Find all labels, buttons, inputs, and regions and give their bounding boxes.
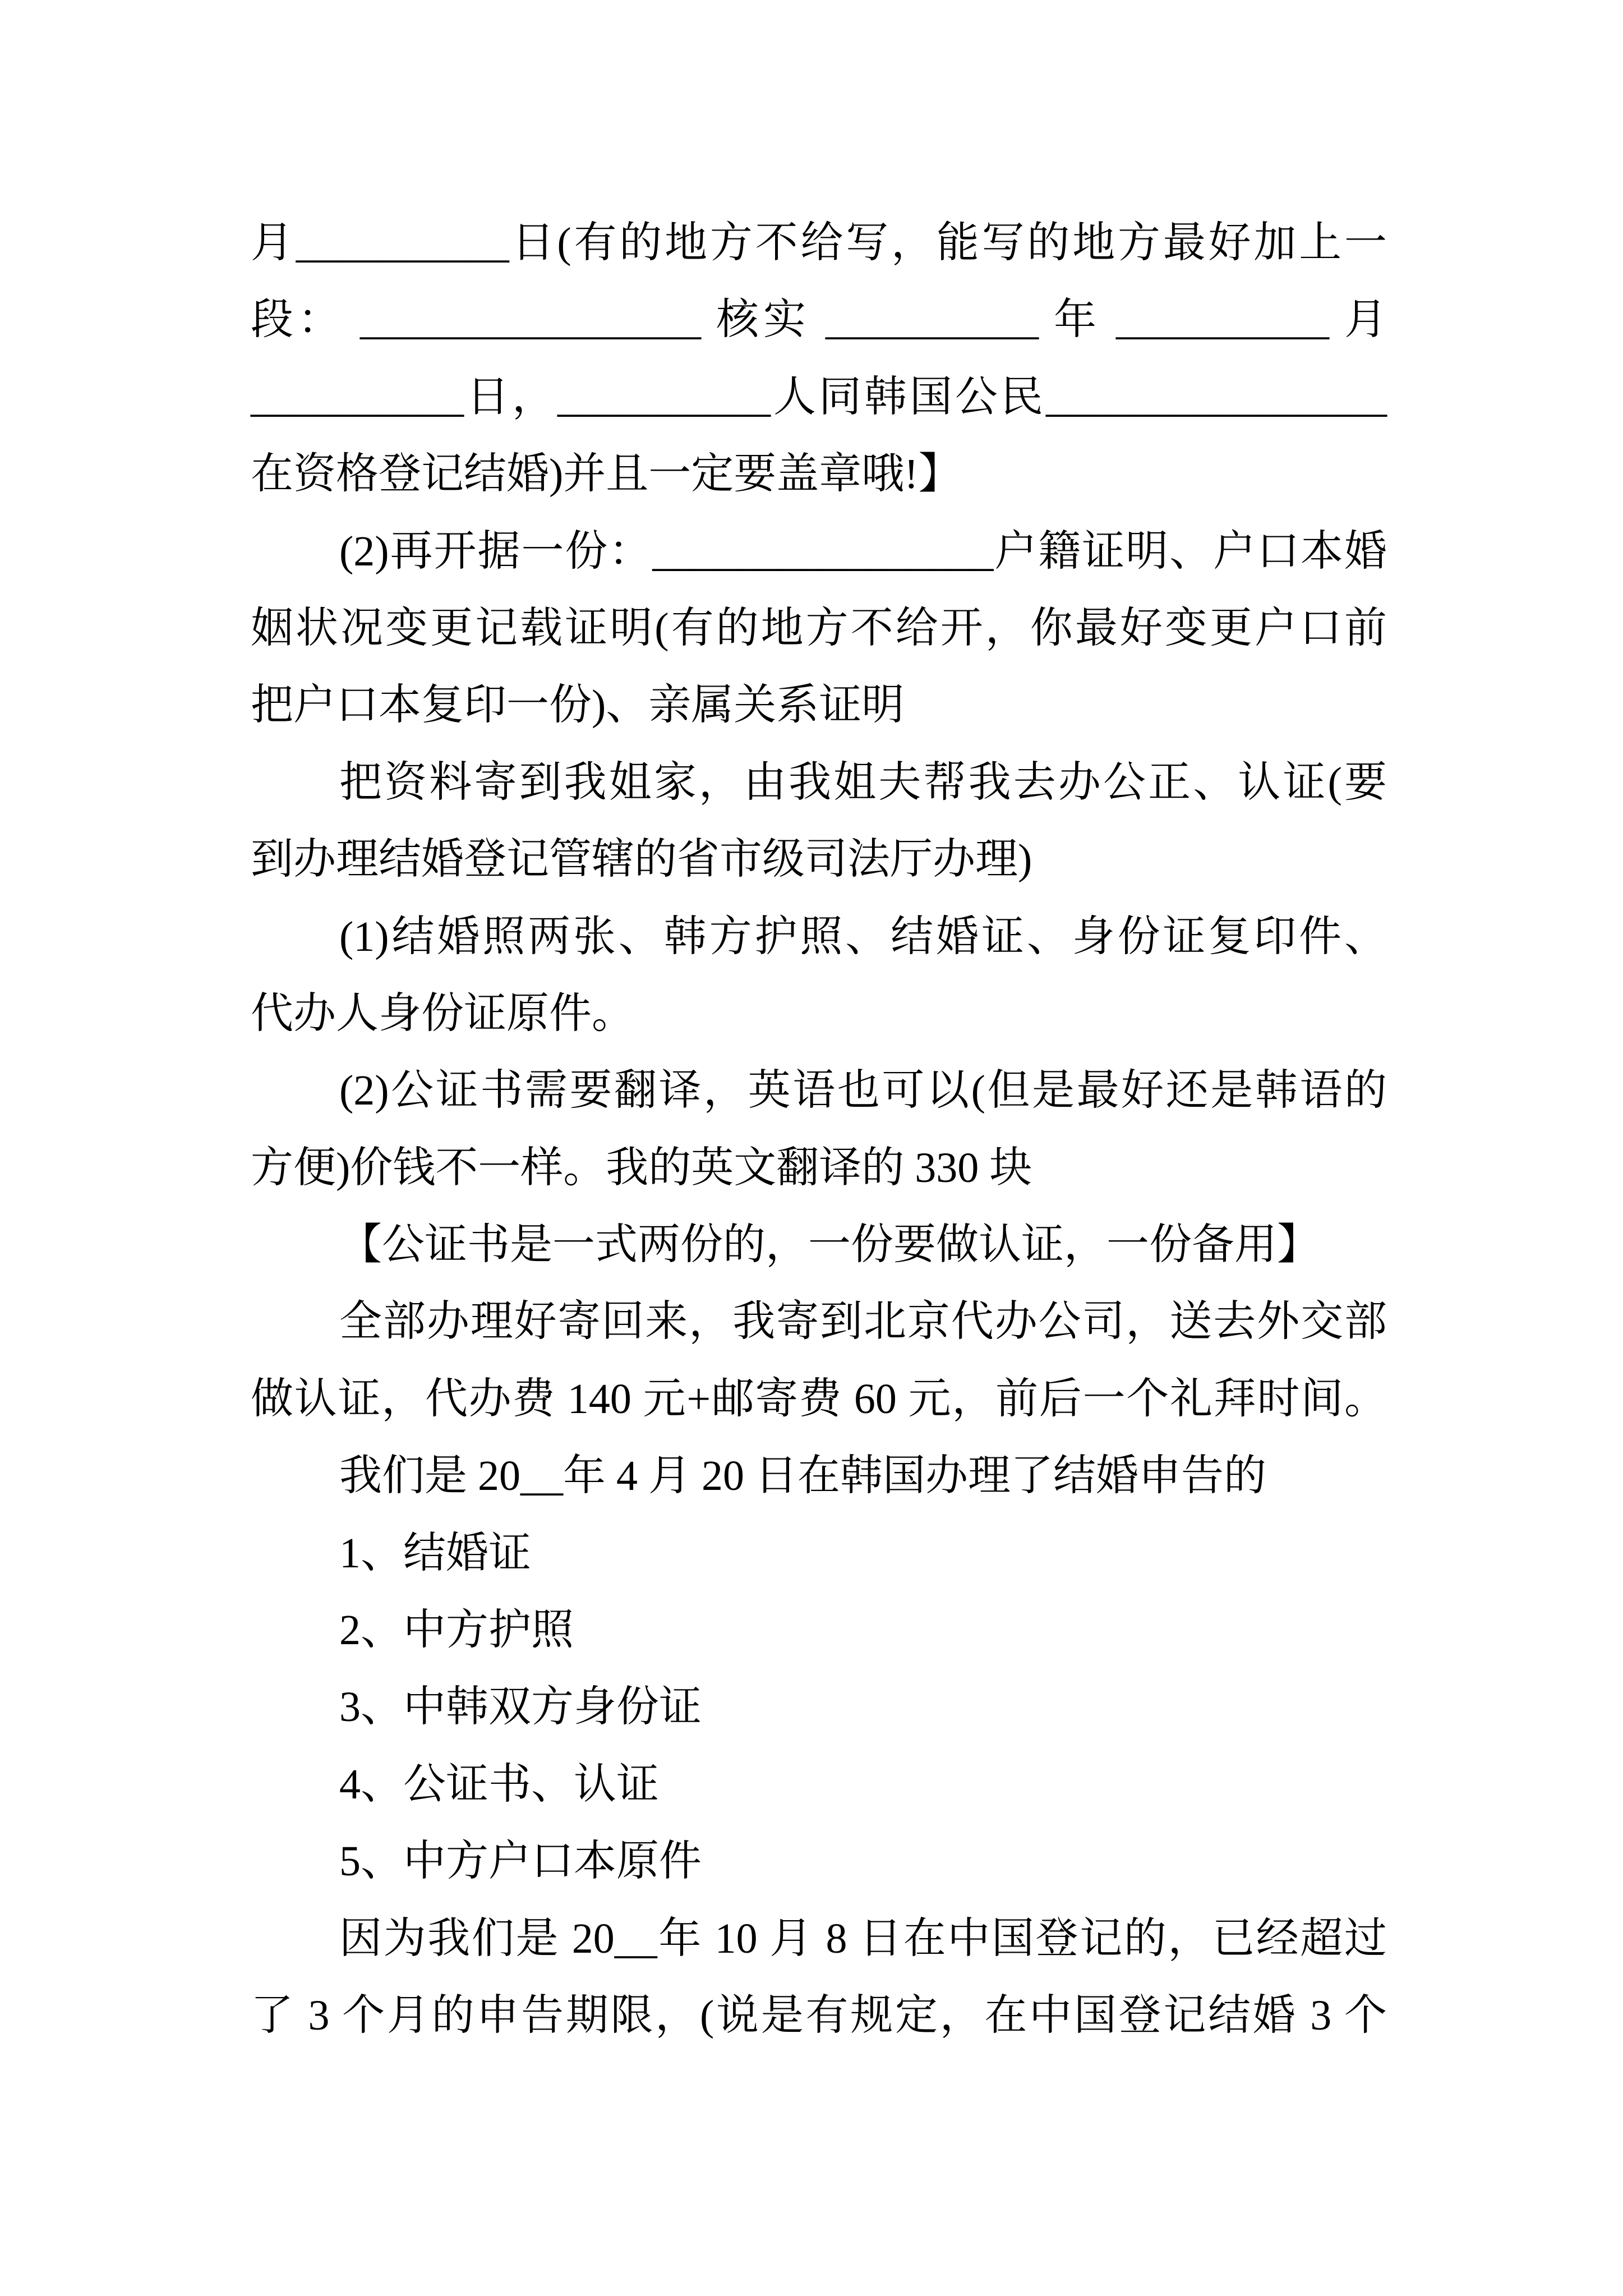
- text-line: 方便)价钱不一样。我的英文翻译的 330 块: [251, 1144, 1032, 1191]
- text-line: 【公证书是一式两份的，一份要做认证，一份备用】: [339, 1221, 1320, 1269]
- text-line: 月__________日(有的地方不给写，能写的地方最好加上一: [251, 219, 1387, 266]
- text-line: (1)结婚照两张、韩方护照、结婚证、身份证复印件、: [339, 913, 1387, 960]
- text-line: 段： ________________ 核实 __________ 年 __________ 月: [251, 296, 1387, 344]
- text-line: 了 3 个月的申告期限，(说是有规定，在中国登记结婚 3 个: [251, 1991, 1387, 2039]
- text-line: 把户口本复印一份)、亲属关系证明: [251, 682, 905, 729]
- text-line: 在资格登记结婚)并且一定要盖章哦!】: [251, 450, 961, 498]
- list-item: 5、中方户口本原件: [339, 1838, 702, 1885]
- text-line: (2)公证书需要翻译，英语也可以(但是最好还是韩语的: [339, 1067, 1387, 1115]
- list-item: 4、公证书、认证: [339, 1760, 659, 1808]
- text-line: 全部办理好寄回来，我寄到北京代办公司，送去外交部: [339, 1298, 1387, 1346]
- text-line: 把资料寄到我姐家，由我姐夫帮我去办公正、认证(要: [339, 758, 1387, 806]
- list-item: 2、中方护照: [339, 1607, 574, 1654]
- text-line: 我们是 20__年 4 月 20 日在韩国办理了结婚申告的: [339, 1452, 1266, 1500]
- text-line: __________日，__________人同韩国公民________________: [251, 373, 1387, 421]
- text-line: (2)再开据一份：________________户籍证明、户口本婚: [339, 527, 1387, 575]
- list-item: 3、中韩双方身份证: [339, 1683, 702, 1731]
- text-line: 做认证，代办费 140 元+邮寄费 60 元，前后一个礼拜时间。: [251, 1375, 1387, 1423]
- document-body: [251, 205, 1387, 2054]
- list-item: 1、结婚证: [339, 1529, 531, 1577]
- text-line: 代办人身份证原件。: [251, 990, 634, 1037]
- text-line: 到办理结婚登记管辖的省市级司法厅办理): [251, 836, 1032, 884]
- text-line: 姻状况变更记载证明(有的地方不给开，你最好变更户口前: [251, 604, 1387, 652]
- text-line: 因为我们是 20__年 10 月 8 日在中国登记的，已经超过: [339, 1915, 1387, 1962]
